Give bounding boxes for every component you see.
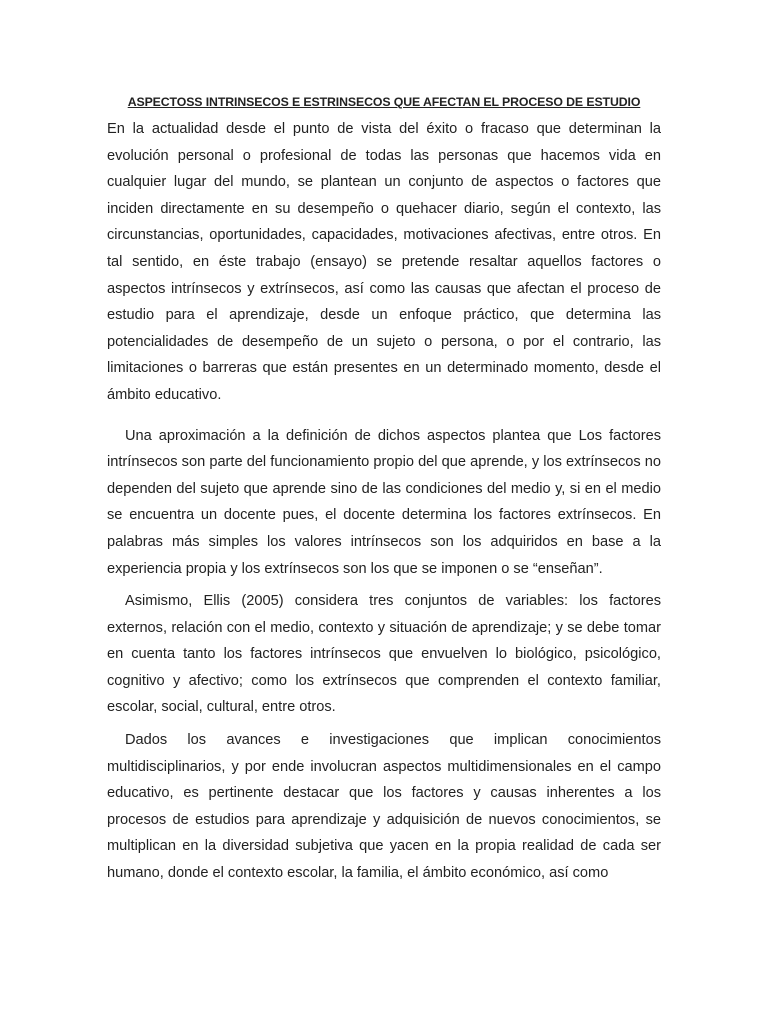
paragraph-advances: Dados los avances e investigaciones que implican conocimientos multidisciplinarios, y por ende involucran aspectos multidimensionales en el campo educativo, es pertinente destacar que los factores y causas inherentes a los procesos de estudios para aprendizaje y adquisición de nuevos conocimientos, se multiplican en la diversidad subjetiva que yacen en la propia realidad de cada ser humano, donde el contexto escolar, la familia, el ámbito económico, así como (107, 732, 661, 882)
document-title: ASPECTOSS INTRINSECOS E ESTRINSECOS QUE AFECTAN EL PROCESO DE ESTUDIO (127, 95, 641, 109)
paragraph-intro: En la actualidad desde el punto de vista del éxito o fracaso que determinan la evolución personal o profesional de todas las personas que hacemos vida en cualquier lugar del mundo, se plantean un conjunto de aspectos o factores que inciden directamente en su desempeño o quehacer diario, según el contexto, las circunstancias, oportunidades, capacidades, motivaciones afectivas, entre otros. En tal sentido, en éste trabajo (ensayo) se pretende resaltar aquellos factores o aspectos intrínsecos y extrínsecos, así como las causas que afectan el proceso de estudio para el aprendizaje, desde un enfoque práctico, que determina las potencialidades de desempeño de un sujeto o persona, o por el contrario, las limitaciones o barreras que están presentes en un determinado momento, desde el ámbito educativo. (107, 121, 661, 403)
document-page (107, 92, 661, 887)
paragraph-definition: Una aproximación a la definición de dichos aspectos plantea que Los factores intrínsecos son parte del funcionamiento propio del que aprende, y los extrínsecos no dependen del sujeto que aprende sino de las condiciones del medio y, si en el medio se encuentra un docente pues, el docente determina los factores extrínsecos. En palabras más simples los valores intrínsecos son los adquiridos en base a la experiencia propia y los extrínsecos son los que se imponen o se “enseñan”. (107, 427, 661, 577)
paragraph-ellis: Asimismo, Ellis (2005) considera tres conjuntos de variables: los factores externos, relación con el medio, contexto y situación de aprendizaje; y se debe tomar en cuenta tanto los factores intrínsecos que envuelven lo biológico, psicológico, cognitivo y afectivo; como los extrínsecos que comprenden el contexto familiar, escolar, social, cultural, entre otros. (107, 593, 661, 716)
